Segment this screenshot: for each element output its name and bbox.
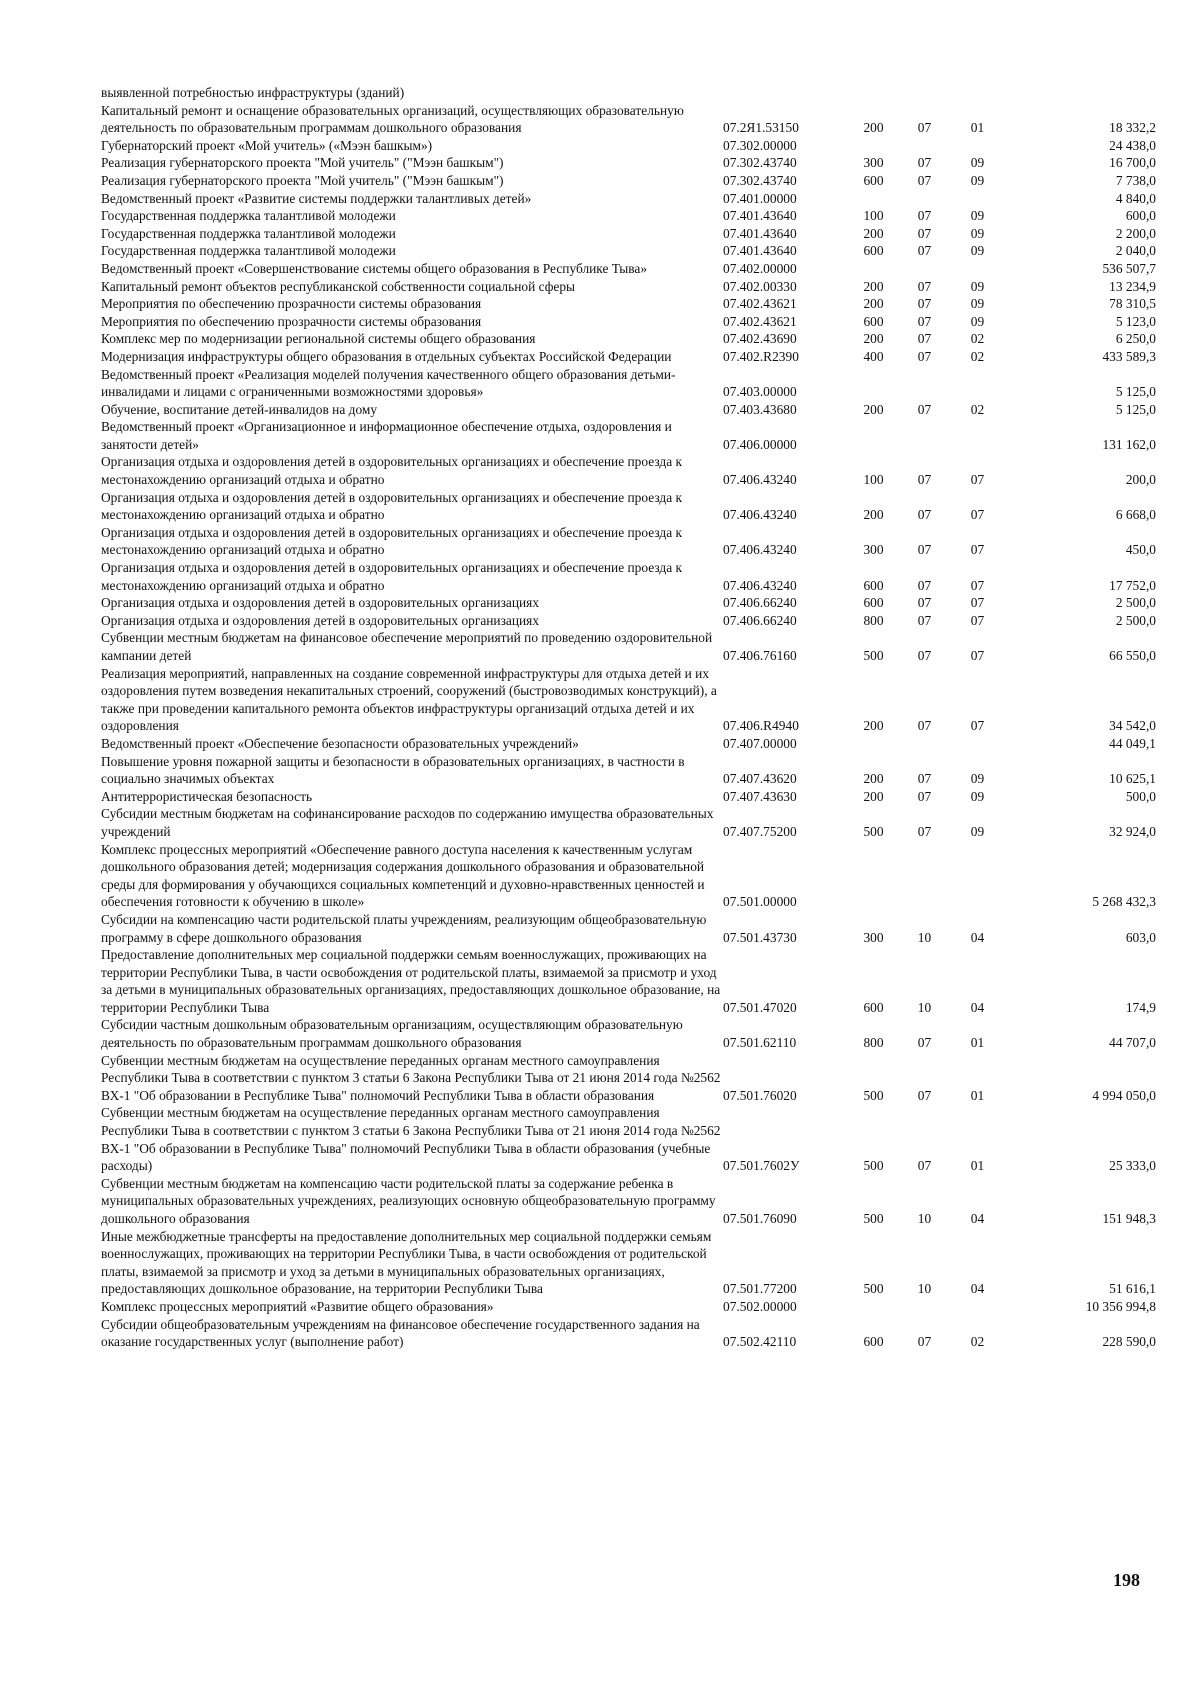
row-code: 07.501.77200 <box>723 1281 797 1297</box>
row-section: 10 <box>917 1211 932 1226</box>
row-expense-type: 200 <box>863 296 884 312</box>
row-amount: 24 438,0 <box>1109 137 1156 153</box>
row-section: 07 <box>917 331 932 347</box>
row-section: 07 <box>917 172 932 188</box>
table-row <box>101 753 1156 788</box>
row-name: Субвенции местным бюджетам на финансовое обеспечение мероприятий по проведению оздоровительной кампании детей <box>101 630 713 663</box>
row-name: Комплекс процессных мероприятий «Развитие общего образования» <box>101 1298 494 1314</box>
row-code: 07.406.43240 <box>723 472 797 488</box>
row-section: 07 <box>917 401 932 417</box>
row-section: 07 <box>917 823 932 839</box>
row-name: Организация отдыха и оздоровления детей в оздоровительных организациях и обеспечение проезда к местонахождению организаций отдыха и обратно <box>101 454 682 488</box>
row-code: 07.407.43620 <box>723 771 797 787</box>
row-code: 07.406.43240 <box>723 577 797 593</box>
table-row <box>101 313 1156 331</box>
table-row <box>101 788 1156 806</box>
row-expense-type: 800 <box>863 1035 884 1051</box>
row-code: 07.402.43621 <box>723 313 797 329</box>
row-section <box>899 190 950 208</box>
row-subsection: 01 <box>970 1158 985 1174</box>
table-row <box>101 559 1156 594</box>
row-subsection <box>950 137 1005 155</box>
row-section <box>899 260 950 278</box>
row-code: 07.407.43630 <box>723 788 797 804</box>
row-expense-type: 600 <box>863 595 884 611</box>
row-name: Обучение, воспитание детей-инвалидов на дому <box>101 401 378 417</box>
row-amount: 16 700,0 <box>1109 155 1156 171</box>
row-code: 07.406.66240 <box>723 595 797 611</box>
row-subsection <box>950 260 1005 278</box>
row-code: 07.403.00000 <box>723 384 797 400</box>
row-amount: 44 049,1 <box>1109 735 1156 751</box>
table-row <box>101 612 1156 630</box>
table-row <box>101 594 1156 612</box>
row-name: выявленной потребностью инфраструктуры (зданий) <box>101 85 405 100</box>
table-row <box>101 418 1156 453</box>
row-subsection <box>950 735 1005 753</box>
row-subsection: 02 <box>970 331 985 347</box>
row-expense-type: 600 <box>863 1334 884 1350</box>
row-expense-type <box>848 841 899 911</box>
row-amount: 78 310,5 <box>1109 296 1156 312</box>
row-expense-type: 300 <box>863 542 884 558</box>
row-name: Антитеррористическая безопасность <box>101 788 313 804</box>
row-amount: 2 040,0 <box>1115 243 1156 259</box>
row-section: 07 <box>917 296 932 312</box>
row-name: Мероприятия по обеспечению прозрачности системы образования <box>101 296 482 312</box>
row-expense-type: 600 <box>863 999 884 1015</box>
row-amount: 4 840,0 <box>1115 190 1156 206</box>
row-code: 07.407.75200 <box>723 823 797 839</box>
row-subsection: 04 <box>970 1211 985 1226</box>
table-row <box>101 207 1156 225</box>
row-section: 07 <box>917 612 932 628</box>
table-row <box>101 453 1156 488</box>
row-subsection: 07 <box>970 595 985 611</box>
row-amount: 25 333,0 <box>1109 1158 1156 1174</box>
row-subsection: 02 <box>970 401 985 417</box>
row-amount: 5 123,0 <box>1115 313 1156 329</box>
row-expense-type: 300 <box>863 155 884 171</box>
row-amount: 13 234,9 <box>1109 278 1156 294</box>
row-subsection: 01 <box>970 1035 985 1051</box>
table-row <box>101 278 1156 296</box>
row-name: Ведомственный проект «Совершенствование системы общего образования в Республике Тыва» <box>101 260 648 276</box>
row-amount: 6 250,0 <box>1115 331 1156 347</box>
row-name: Комплекс процессных мероприятий «Обеспечение равного доступа населения к качественным услугам дошкольного образования детей; модернизация содержания дошкольного образования и образовательной среды для формирования у обучающихся социальных компетенций и духовно-нравственных ценностей и обеспечения готовности к обучению в школе» <box>101 841 705 910</box>
row-section: 07 <box>917 1334 932 1350</box>
row-expense-type: 500 <box>863 648 884 663</box>
row-section: 07 <box>917 208 932 224</box>
row-subsection: 07 <box>970 577 985 593</box>
row-name: Организация отдыха и оздоровления детей в оздоровительных организациях и обеспечение проезда к местонахождению организаций отдыха и обратно <box>101 524 682 558</box>
row-code: 07.302.43740 <box>723 155 797 171</box>
row-subsection: 09 <box>970 823 985 839</box>
row-section <box>899 735 950 753</box>
row-name: Государственная поддержка талантливой молодежи <box>101 243 396 259</box>
row-expense-type <box>848 1298 899 1316</box>
row-name: Субсидии местным бюджетам на софинансирование расходов по содержанию имущества образовательных учреждений <box>101 806 714 839</box>
row-code: 07.502.42110 <box>723 1334 797 1350</box>
row-section: 07 <box>917 278 932 294</box>
row-code: 07.402.00330 <box>723 278 797 294</box>
row-expense-type: 200 <box>863 278 884 294</box>
table-row <box>101 1316 1156 1351</box>
row-amount: 151 948,3 <box>1102 1211 1156 1226</box>
table-row <box>101 735 1156 753</box>
table-row <box>101 841 1156 911</box>
row-subsection: 02 <box>970 348 985 364</box>
row-section <box>899 366 950 401</box>
row-amount: 228 590,0 <box>1102 1334 1156 1350</box>
row-amount: 51 616,1 <box>1109 1281 1156 1297</box>
row-name: Модернизация инфраструктуры общего образования в отдельных субъектах Российской Федерации <box>101 348 672 364</box>
row-expense-type: 200 <box>863 788 884 804</box>
row-expense-type <box>848 84 899 102</box>
row-code: 07.501.43730 <box>723 929 797 945</box>
row-name: Ведомственный проект «Организационное и информационное обеспечение отдыха, оздоровления и занятости детей» <box>101 419 672 452</box>
table-row <box>101 172 1156 190</box>
row-section: 10 <box>917 929 932 945</box>
row-expense-type: 200 <box>863 120 884 136</box>
row-amount: 34 542,0 <box>1109 718 1156 734</box>
row-name: Субсидии общеобразовательным учреждениям на финансовое обеспечение государственного задания на оказание государственных услуг (выполнение работ) <box>101 1316 700 1350</box>
row-section: 07 <box>917 718 932 734</box>
row-subsection: 07 <box>970 648 985 663</box>
row-subsection: 09 <box>970 243 985 259</box>
row-expense-type: 300 <box>863 929 884 945</box>
table-row <box>101 1298 1156 1316</box>
row-subsection: 09 <box>970 155 985 171</box>
row-amount: 18 332,2 <box>1109 120 1156 136</box>
row-subsection: 04 <box>970 1281 985 1297</box>
row-name: Реализация губернаторского проекта "Мой учитель" ("Мээн башкым") <box>101 155 504 171</box>
table-row <box>101 805 1156 840</box>
row-amount: 5 125,0 <box>1115 401 1156 417</box>
row-amount: 450,0 <box>1125 542 1156 558</box>
row-section: 07 <box>917 788 932 804</box>
row-amount: 4 994 050,0 <box>1092 1087 1156 1103</box>
row-amount: 44 707,0 <box>1109 1035 1156 1051</box>
row-expense-type: 500 <box>863 1087 884 1103</box>
row-amount: 17 752,0 <box>1109 577 1156 593</box>
row-expense-type: 500 <box>863 1211 884 1226</box>
row-name: Субвенции местным бюджетам на осуществление переданных органам местного самоуправления Республики Тыва в соответствии с пунктом 3 статьи 6 Закона Республики Тыва от 21 июня 2014 года №2562 ВХ-1 "Об образовании в Республике Тыва" полномочий Республики Тыва в области образования <box>101 1052 721 1103</box>
table-row <box>101 242 1156 260</box>
row-expense-type: 600 <box>863 172 884 188</box>
table-row <box>101 84 1156 102</box>
row-amount: 2 500,0 <box>1115 595 1156 611</box>
row-subsection <box>950 84 1005 102</box>
row-name: Предоставление дополнительных мер социальной поддержки семьям военнослужащих, проживающих на территории Республики Тыва, в части освобождения от родительской платы, взимаемой за присмотр и уход за детьми в муниципальных образовательных организациях, предоставляющих дошкольное образование, на территории Республики Тыва <box>101 947 721 1015</box>
row-subsection: 04 <box>970 929 985 945</box>
row-amount: 32 924,0 <box>1109 823 1156 839</box>
row-section: 07 <box>917 542 932 558</box>
row-expense-type <box>848 366 899 401</box>
budget-table-body <box>101 84 1156 1351</box>
table-row <box>101 366 1156 401</box>
row-subsection: 09 <box>970 172 985 188</box>
row-amount <box>1005 84 1156 102</box>
row-amount: 5 125,0 <box>1115 384 1156 400</box>
row-section <box>899 841 950 911</box>
row-expense-type: 500 <box>863 1158 884 1174</box>
row-code: 07.401.43640 <box>723 208 797 224</box>
row-name: Организация отдыха и оздоровления детей в оздоровительных организациях <box>101 595 540 611</box>
row-name: Губернаторский проект «Мой учитель» («Мээн башкым») <box>101 137 433 153</box>
table-row <box>101 946 1156 1016</box>
row-section: 07 <box>917 155 932 171</box>
row-expense-type: 200 <box>863 718 884 734</box>
table-row <box>101 1228 1156 1298</box>
row-name: Организация отдыха и оздоровления детей в оздоровительных организациях и обеспечение проезда к местонахождению организаций отдыха и обратно <box>101 489 682 523</box>
row-name: Реализация мероприятий, направленных на создание современной инфраструктуры для отдыха детей и их оздоровления путем возведения некапитальных строений, сооружений (быстровозводимых конструкций), а также при проведении капитального ремонта объектов инфраструктуры организаций отдыха детей и их оздоровления <box>101 665 717 734</box>
row-subsection: 04 <box>970 999 985 1015</box>
row-subsection: 07 <box>970 612 985 628</box>
table-row <box>101 154 1156 172</box>
table-row <box>101 1175 1156 1228</box>
row-code: 07.501.76090 <box>723 1211 797 1226</box>
row-name: Субсидии на компенсацию части родительской платы учреждениям, реализующим общеобразовательную программу в сфере дошкольного образования <box>101 911 707 945</box>
row-subsection: 09 <box>970 296 985 312</box>
row-section: 07 <box>917 225 932 241</box>
row-name: Организация отдыха и оздоровления детей в оздоровительных организациях и обеспечение проезда к местонахождению организаций отдыха и обратно <box>101 560 682 593</box>
row-section: 10 <box>917 999 932 1015</box>
row-expense-type: 100 <box>863 472 884 488</box>
table-row <box>101 1104 1156 1174</box>
row-subsection <box>950 190 1005 208</box>
row-name: Субвенции местным бюджетам на компенсацию части родительской платы за содержание ребенка в муниципальных образовательных учреждениях, реализующих основную общеобразовательную программу дошкольного образования <box>101 1175 716 1226</box>
row-name: Государственная поддержка талантливой молодежи <box>101 225 396 241</box>
row-subsection: 07 <box>970 507 985 523</box>
row-expense-type: 600 <box>863 243 884 259</box>
row-code: 07.406.43240 <box>723 507 797 523</box>
row-expense-type: 100 <box>863 208 884 224</box>
table-row <box>101 1052 1156 1105</box>
row-code: 07.406.00000 <box>723 436 797 452</box>
row-expense-type: 200 <box>863 331 884 347</box>
row-code: 07.302.43740 <box>723 172 797 188</box>
row-section <box>899 84 950 102</box>
row-expense-type: 500 <box>863 1281 884 1297</box>
row-name: Комплекс мер по модернизации региональной системы общего образования <box>101 331 536 347</box>
row-amount: 536 507,7 <box>1102 260 1156 276</box>
row-code: 07.406.66240 <box>723 612 797 628</box>
row-expense-type: 200 <box>863 507 884 523</box>
row-expense-type <box>848 260 899 278</box>
table-row <box>101 260 1156 278</box>
table-row <box>101 489 1156 524</box>
row-name: Повышение уровня пожарной защиты и безопасности в образовательных организациях, в частности в социально значимых объектах <box>101 753 685 787</box>
row-amount: 2 500,0 <box>1115 612 1156 628</box>
row-section: 07 <box>917 771 932 787</box>
row-amount: 174,9 <box>1125 999 1156 1015</box>
row-subsection: 01 <box>970 1087 985 1103</box>
row-subsection: 09 <box>970 771 985 787</box>
table-row <box>101 629 1156 664</box>
row-amount: 131 162,0 <box>1102 436 1156 452</box>
row-amount: 10 356 994,8 <box>1085 1298 1156 1314</box>
row-code: 07.501.62110 <box>723 1035 797 1051</box>
row-code: 07.402.43690 <box>723 331 797 347</box>
row-expense-type <box>848 418 899 453</box>
row-code: 07.403.43680 <box>723 401 797 417</box>
table-row <box>101 295 1156 313</box>
row-name: Государственная поддержка талантливой молодежи <box>101 208 396 224</box>
row-code: 07.2Я1.53150 <box>723 120 799 136</box>
row-section <box>899 137 950 155</box>
row-subsection: 07 <box>970 542 985 558</box>
row-section <box>899 418 950 453</box>
row-code: 07.402.R2390 <box>723 348 799 364</box>
row-section: 07 <box>917 1158 932 1174</box>
row-code: 07.401.00000 <box>723 190 797 206</box>
row-expense-type: 200 <box>863 401 884 417</box>
row-code: 07.501.47020 <box>723 999 797 1015</box>
row-expense-type: 400 <box>863 348 884 364</box>
table-row <box>101 225 1156 243</box>
row-code: 07.401.43640 <box>723 243 797 259</box>
row-name: Капитальный ремонт и оснащение образовательных организаций, осуществляющих образовательную деятельность по образовательным программам дошкольного образования <box>101 102 684 136</box>
row-name: Ведомственный проект «Развитие системы поддержки талантливых детей» <box>101 190 532 206</box>
table-row <box>101 401 1156 419</box>
row-code: 07.401.43640 <box>723 225 797 241</box>
table-row <box>101 137 1156 155</box>
row-name: Субсидии частным дошкольным образовательным организациям, осуществляющим образовательную деятельность по образовательным программам дошкольного образования <box>101 1017 683 1051</box>
row-name: Реализация губернаторского проекта "Мой учитель" ("Мээн башкым") <box>101 172 504 188</box>
row-expense-type <box>848 190 899 208</box>
row-name: Ведомственный проект «Реализация моделей получения качественного общего образования детьми-инвалидами и лицами с ограниченными возможностями здоровья» <box>101 366 676 400</box>
table-row <box>101 348 1156 366</box>
row-section: 07 <box>917 577 932 593</box>
page-number: 198 <box>1113 1570 1140 1590</box>
row-amount: 2 200,0 <box>1115 225 1156 241</box>
row-name: Организация отдыха и оздоровления детей в оздоровительных организациях <box>101 612 540 628</box>
row-subsection: 09 <box>970 225 985 241</box>
row-name: Ведомственный проект «Обеспечение безопасности образовательных учреждений» <box>101 735 579 751</box>
row-code <box>723 84 848 102</box>
table-row <box>101 665 1156 735</box>
row-code: 07.407.00000 <box>723 735 797 751</box>
row-section: 07 <box>917 472 932 488</box>
table-row <box>101 190 1156 208</box>
row-section: 07 <box>917 648 932 663</box>
row-section: 07 <box>917 1087 932 1103</box>
row-code: 07.501.76020 <box>723 1087 797 1103</box>
row-section: 07 <box>917 120 932 136</box>
row-section: 07 <box>917 243 932 259</box>
row-expense-type <box>848 735 899 753</box>
row-amount: 603,0 <box>1125 929 1156 945</box>
row-code: 07.302.00000 <box>723 137 797 153</box>
row-subsection: 09 <box>970 208 985 224</box>
row-subsection: 02 <box>970 1334 985 1350</box>
row-subsection: 07 <box>970 718 985 734</box>
row-section: 07 <box>917 595 932 611</box>
row-section: 10 <box>917 1281 932 1297</box>
row-amount: 66 550,0 <box>1109 648 1156 663</box>
row-subsection: 01 <box>970 120 985 136</box>
row-section <box>899 1298 950 1316</box>
row-code: 07.501.7602У <box>723 1158 800 1174</box>
row-amount: 600,0 <box>1125 208 1156 224</box>
table-row <box>101 524 1156 559</box>
row-subsection: 09 <box>970 788 985 804</box>
budget-table <box>101 84 1156 1351</box>
row-subsection <box>950 418 1005 453</box>
row-code: 07.501.00000 <box>723 894 797 910</box>
row-amount: 7 738,0 <box>1115 172 1156 188</box>
row-amount: 5 268 432,3 <box>1092 894 1156 910</box>
row-subsection <box>950 366 1005 401</box>
row-code: 07.502.00000 <box>723 1298 797 1314</box>
row-section: 07 <box>917 1035 932 1051</box>
row-amount: 433 589,3 <box>1102 348 1156 364</box>
row-section: 07 <box>917 313 932 329</box>
row-subsection: 09 <box>970 313 985 329</box>
table-row <box>101 330 1156 348</box>
row-name: Мероприятия по обеспечению прозрачности системы образования <box>101 313 482 329</box>
row-code: 07.402.00000 <box>723 260 797 276</box>
row-amount: 200,0 <box>1125 472 1156 488</box>
row-expense-type: 500 <box>863 823 884 839</box>
row-expense-type: 200 <box>863 771 884 787</box>
row-subsection: 09 <box>970 278 985 294</box>
row-expense-type: 600 <box>863 577 884 593</box>
row-name: Капитальный ремонт объектов республиканской собственности социальной сферы <box>101 278 576 294</box>
row-subsection <box>950 841 1005 911</box>
row-expense-type: 200 <box>863 225 884 241</box>
row-amount: 6 668,0 <box>1115 507 1156 523</box>
table-row <box>101 911 1156 946</box>
row-subsection <box>950 1298 1005 1316</box>
row-name: Субвенции местным бюджетам на осуществление переданных органам местного самоуправления Республики Тыва в соответствии с пунктом 3 статьи 6 Закона Республики Тыва от 21 июня 2014 года №2562 ВХ-1 "Об образовании в Республике Тыва" полномочий Республики Тыва в области образования (учебные расходы) <box>101 1105 721 1174</box>
row-code: 07.406.76160 <box>723 648 797 663</box>
table-row <box>101 1016 1156 1051</box>
row-subsection: 07 <box>970 472 985 488</box>
row-amount: 10 625,1 <box>1109 771 1156 787</box>
row-code: 07.406.R4940 <box>723 718 799 734</box>
row-expense-type: 600 <box>863 313 884 329</box>
row-section: 07 <box>917 507 932 523</box>
row-code: 07.402.43621 <box>723 296 797 312</box>
table-row <box>101 102 1156 137</box>
row-section: 07 <box>917 348 932 364</box>
row-amount: 500,0 <box>1125 788 1156 804</box>
row-code: 07.406.43240 <box>723 542 797 558</box>
row-expense-type <box>848 137 899 155</box>
row-name: Иные межбюджетные трансферты на предоставление дополнительных мер социальной поддержки семьям военнослужащих, проживающих на территории Республики Тыва, в части освобождения от родительской платы, взимаемой за присмотр и уход за детьми в муниципальных образовательных организациях, предоставляющих дошкольное образование, на территории Республики Тыва <box>101 1228 712 1297</box>
row-expense-type: 800 <box>863 612 884 628</box>
